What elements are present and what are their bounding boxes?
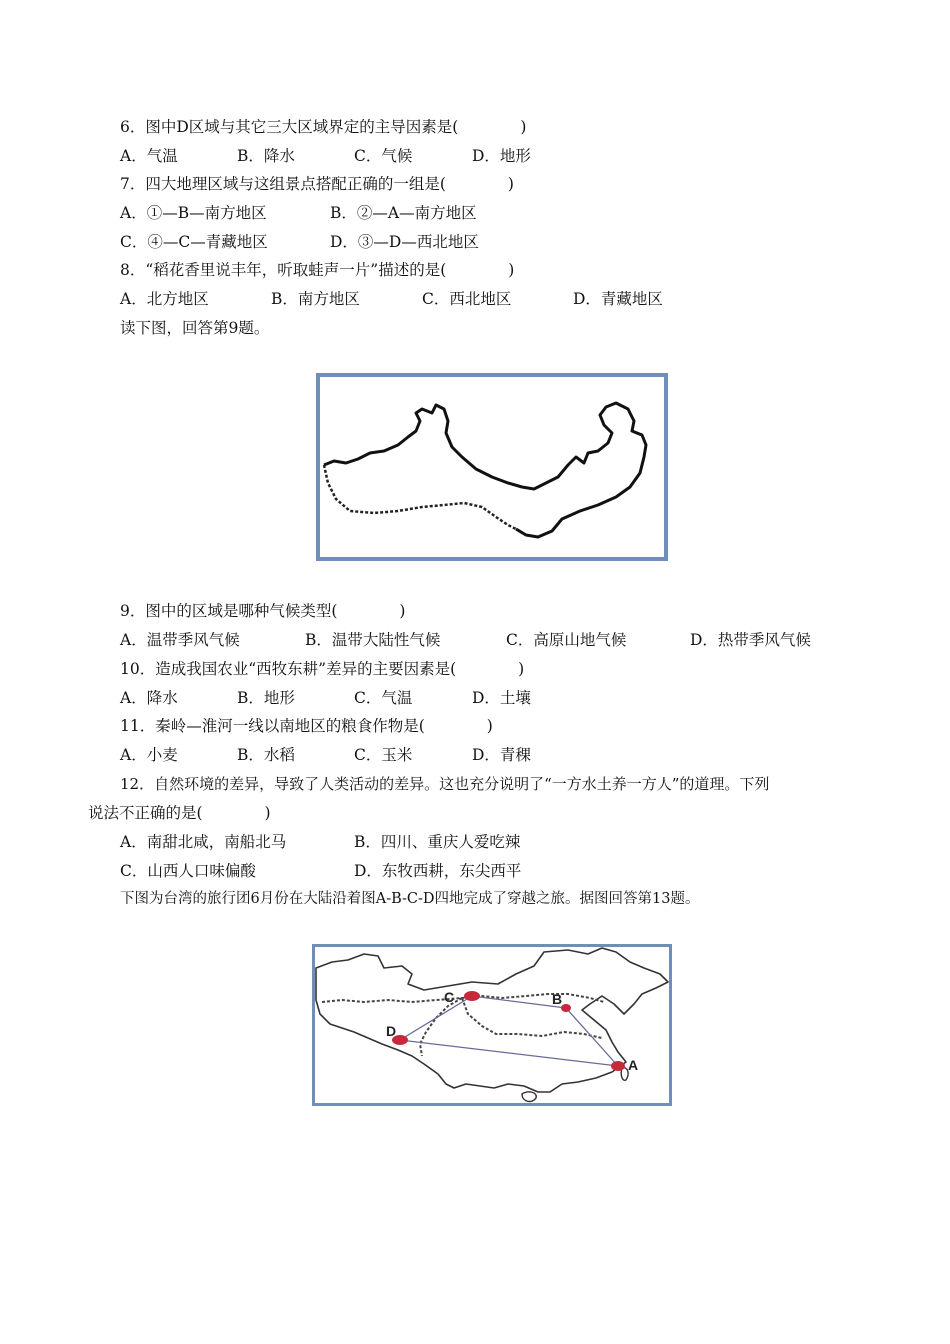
q7-stem: 7．四大地理区域与这组景点搭配正确的一组是( ) (120, 175, 514, 193)
q12-option-d[interactable]: D．东牧西耕，东尖西平 (354, 862, 522, 880)
q8-option-c[interactable]: C．西北地区 (422, 290, 512, 308)
q8-stem: 8．“稻花香里说丰年，听取蛙声一片”描述的是( ) (120, 261, 515, 279)
q9-option-a[interactable]: A．温带季风气候 (120, 631, 240, 649)
q6-stem: 6．图中D区域与其它三大区域界定的主导因素是( ) (120, 118, 527, 136)
label-a: A (628, 1057, 639, 1073)
map-frame (314, 946, 671, 1105)
intro-q9: 读下图，回答第9题。 (120, 319, 270, 337)
q6-option-b[interactable]: B．降水 (237, 147, 295, 165)
q10-stem: 10．造成我国农业“西牧东耕”差异的主要因素是( ) (120, 660, 525, 678)
q10-option-a[interactable]: A．降水 (120, 689, 178, 707)
q6-option-d[interactable]: D．地形 (472, 147, 531, 165)
q12-option-c[interactable]: C．山西人口味偏酸 (120, 862, 256, 880)
q8-option-b[interactable]: B．南方地区 (271, 290, 360, 308)
q12-stem-line2: 说法不正确的是( ) (88, 804, 271, 822)
q11-option-d[interactable]: D．青稞 (472, 746, 531, 764)
q8-option-a[interactable]: A．北方地区 (120, 290, 209, 308)
q12-option-b[interactable]: B．四川、重庆人爱吃辣 (354, 833, 521, 851)
region-outline-figure (316, 373, 668, 561)
china-route-map (312, 944, 672, 1106)
q10-option-c[interactable]: C．气温 (354, 689, 413, 707)
q11-stem: 11．秦岭—淮河一线以南地区的粮食作物是( ) (120, 717, 493, 735)
q9-option-b[interactable]: B．温带大陆性气候 (305, 631, 441, 649)
q11-option-b[interactable]: B．水稻 (237, 746, 295, 764)
q12-stem-line1: 12．自然环境的差异，导致了人类活动的差异。这也充分说明了“一方水土养一方人”的道理。下列 (120, 775, 770, 793)
q8-option-d[interactable]: D．青藏地区 (573, 290, 663, 308)
label-d: D (386, 1023, 397, 1039)
q9-option-d[interactable]: D．热带季风气候 (690, 631, 811, 649)
q6-option-a[interactable]: A．气温 (120, 147, 178, 165)
q7-option-a[interactable]: A．①—B—南方地区 (120, 204, 267, 222)
q7-option-c[interactable]: C．④—C—青藏地区 (120, 233, 268, 251)
q10-option-d[interactable]: D．土壤 (472, 689, 531, 707)
q9-stem: 9．图中的区域是哪种气候类型( ) (120, 602, 406, 620)
marker-b[interactable] (561, 1004, 571, 1012)
q7-option-b[interactable]: B．②—A—南方地区 (330, 204, 477, 222)
q9-option-c[interactable]: C．高原山地气候 (506, 631, 627, 649)
q10-option-b[interactable]: B．地形 (237, 689, 295, 707)
label-c: C (444, 989, 455, 1005)
intro-q13: 下图为台湾的旅行团6月份在大陆沿着图A-B-C-D四地完成了穿越之旅。据图回答第13题。 (120, 891, 700, 907)
label-b: B (552, 991, 563, 1007)
q12-option-a[interactable]: A．南甜北咸，南船北马 (120, 833, 287, 851)
marker-c[interactable] (464, 991, 480, 1001)
marker-a[interactable] (611, 1061, 625, 1071)
q7-option-d[interactable]: D．③—D—西北地区 (330, 233, 479, 251)
q11-option-c[interactable]: C．玉米 (354, 746, 413, 764)
q6-option-c[interactable]: C．气候 (354, 147, 413, 165)
q11-option-a[interactable]: A．小麦 (120, 746, 178, 764)
